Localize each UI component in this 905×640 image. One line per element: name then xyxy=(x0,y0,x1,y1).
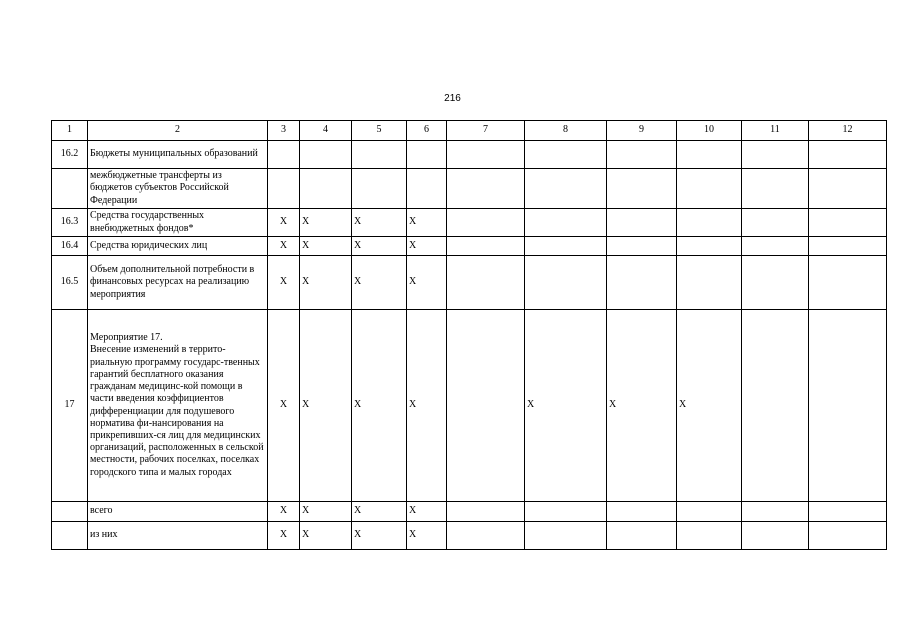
cell: X xyxy=(268,237,300,256)
cell xyxy=(447,169,525,209)
column-header: 4 xyxy=(300,121,352,141)
cell xyxy=(742,256,809,310)
column-header: 9 xyxy=(607,121,677,141)
cell: X xyxy=(407,522,447,550)
cell xyxy=(742,237,809,256)
cell xyxy=(525,502,607,522)
row-description: всего xyxy=(88,502,268,522)
cell xyxy=(407,169,447,209)
table-row xyxy=(52,256,887,310)
measure-title: Мероприятие 17. xyxy=(90,332,163,344)
cell xyxy=(742,169,809,209)
row-description: Средства государственных внебюджетных фондов* xyxy=(88,209,268,237)
table-row xyxy=(52,522,887,550)
cell xyxy=(447,237,525,256)
measures-table xyxy=(51,120,887,550)
cell: X xyxy=(607,310,677,502)
cell xyxy=(607,522,677,550)
cell xyxy=(447,502,525,522)
row-description: из них xyxy=(88,522,268,550)
column-header: 7 xyxy=(447,121,525,141)
cell xyxy=(677,256,742,310)
table-row xyxy=(52,209,887,237)
cell xyxy=(268,141,300,169)
cell xyxy=(607,141,677,169)
measure-text: Внесение изменений в террито-риальную программу государс-твенных гарантий бесплатного оказания гражданам медицинс-кой помощи в части введения коэффициентов дифференциации для подушевого норматива фи-нансирования на прикрепивших-ся лиц для медицинских организаций, расположенных в сельской местности, рабочих поселках, поселках городского типа и малых городах xyxy=(90,344,264,478)
cell xyxy=(677,502,742,522)
cell: X xyxy=(300,310,352,502)
cell: X xyxy=(300,502,352,522)
page-number: 216 xyxy=(444,93,461,104)
cell: X xyxy=(677,310,742,502)
cell xyxy=(300,141,352,169)
cell xyxy=(809,237,887,256)
cell: X xyxy=(525,310,607,502)
cell xyxy=(607,209,677,237)
cell xyxy=(352,169,407,209)
cell xyxy=(447,209,525,237)
cell xyxy=(525,237,607,256)
cell xyxy=(447,141,525,169)
cell xyxy=(677,209,742,237)
cell xyxy=(742,310,809,502)
cell xyxy=(447,256,525,310)
column-header: 12 xyxy=(809,121,887,141)
cell xyxy=(607,256,677,310)
row-number: 16.3 xyxy=(52,209,88,237)
cell xyxy=(525,141,607,169)
cell: X xyxy=(268,209,300,237)
table-row xyxy=(52,169,887,209)
cell: X xyxy=(352,237,407,256)
cell xyxy=(607,237,677,256)
cell: X xyxy=(300,209,352,237)
row-number: 17 xyxy=(52,310,88,502)
cell: X xyxy=(407,502,447,522)
cell xyxy=(268,169,300,209)
table-row xyxy=(52,237,887,256)
cell: X xyxy=(352,310,407,502)
cell: X xyxy=(407,256,447,310)
cell xyxy=(525,209,607,237)
row-number xyxy=(52,522,88,550)
cell xyxy=(300,169,352,209)
cell xyxy=(742,209,809,237)
cell: X xyxy=(300,237,352,256)
column-header: 11 xyxy=(742,121,809,141)
cell: X xyxy=(268,310,300,502)
cell xyxy=(742,502,809,522)
cell xyxy=(447,522,525,550)
row-number: 16.2 xyxy=(52,141,88,169)
row-description xyxy=(88,310,268,502)
cell: X xyxy=(268,502,300,522)
column-header: 5 xyxy=(352,121,407,141)
cell xyxy=(525,169,607,209)
row-number xyxy=(52,502,88,522)
row-number: 16.4 xyxy=(52,237,88,256)
cell: X xyxy=(300,522,352,550)
cell xyxy=(525,256,607,310)
column-header: 3 xyxy=(268,121,300,141)
column-header: 8 xyxy=(525,121,607,141)
table-row xyxy=(52,141,887,169)
table-row xyxy=(52,502,887,522)
row-description: межбюджетные трансферты из бюджетов субъектов Российской Федерации xyxy=(88,169,268,209)
column-header: 2 xyxy=(88,121,268,141)
column-header-row xyxy=(52,121,887,141)
cell: X xyxy=(300,256,352,310)
cell: X xyxy=(268,256,300,310)
cell xyxy=(809,141,887,169)
cell xyxy=(742,522,809,550)
cell xyxy=(809,169,887,209)
cell xyxy=(809,502,887,522)
cell xyxy=(809,522,887,550)
cell: X xyxy=(268,522,300,550)
cell xyxy=(742,141,809,169)
cell: X xyxy=(352,522,407,550)
row-description: Средства юридических лиц xyxy=(88,237,268,256)
table-row xyxy=(52,310,887,502)
row-description: Бюджеты муниципальных образований xyxy=(88,141,268,169)
cell xyxy=(809,256,887,310)
cell xyxy=(677,169,742,209)
cell xyxy=(677,141,742,169)
cell: X xyxy=(407,237,447,256)
cell xyxy=(525,522,607,550)
cell xyxy=(352,141,407,169)
column-header: 1 xyxy=(52,121,88,141)
cell xyxy=(677,522,742,550)
row-number: 16.5 xyxy=(52,256,88,310)
column-header: 6 xyxy=(407,121,447,141)
cell: X xyxy=(407,209,447,237)
cell: X xyxy=(407,310,447,502)
cell xyxy=(407,141,447,169)
cell: X xyxy=(352,256,407,310)
row-number xyxy=(52,169,88,209)
cell xyxy=(447,310,525,502)
cell xyxy=(809,310,887,502)
cell xyxy=(809,209,887,237)
column-header: 10 xyxy=(677,121,742,141)
cell: X xyxy=(352,502,407,522)
cell xyxy=(607,502,677,522)
row-description: Объем дополнительной потребности в финансовых ресурсах на реализацию мероприятия xyxy=(88,256,268,310)
cell xyxy=(677,237,742,256)
cell xyxy=(607,169,677,209)
cell: X xyxy=(352,209,407,237)
